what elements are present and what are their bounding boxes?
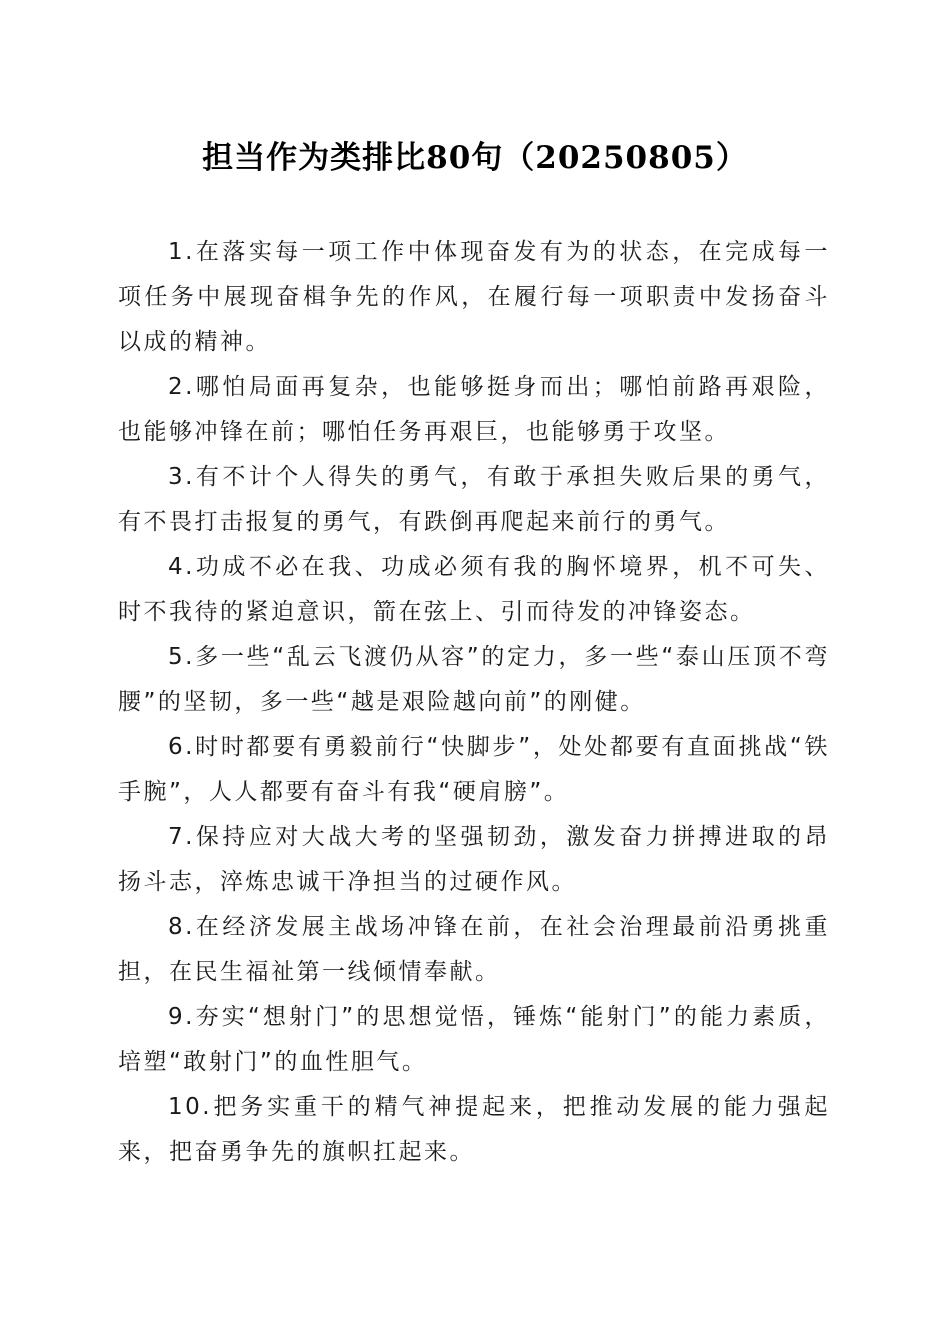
paragraph-9: 9.夯实“想射门”的思想觉悟，锤炼“能射门”的能力素质，培塑“敢射门”的血性胆气。 (118, 1004, 830, 1075)
paragraph-5: 5.多一些“乱云飞渡仍从容”的定力，多一些“泰山压顶不弯腰”的坚韧，多一些“越是艰险越向前”的刚健。 (118, 644, 830, 715)
paragraph-7: 7.保持应对大战大考的坚强韧劲，激发奋力拼搏进取的昂扬斗志，淬炼忠诚干净担当的过硬作风。 (118, 824, 830, 895)
paragraph-2: 2.哪怕局面再复杂，也能够挺身而出；哪怕前路再艰险，也能够冲锋在前；哪怕任务再艰巨，也能够勇于攻坚。 (118, 374, 830, 445)
paragraph-3: 3.有不计个人得失的勇气，有敢于承担失败后果的勇气，有不畏打击报复的勇气，有跌倒再爬起来前行的勇气。 (118, 464, 830, 535)
document-body (118, 230, 830, 1175)
paragraph-1: 1.在落实每一项工作中体现奋发有为的状态，在完成每一项任务中展现奋楫争先的作风，在履行每一项职责中发扬奋斗以成的精神。 (118, 239, 830, 355)
paragraph-4: 4.功成不必在我、功成必须有我的胸怀境界，机不可失、时不我待的紧迫意识，箭在弦上、引而待发的冲锋姿态。 (118, 554, 830, 625)
paragraph-6: 6.时时都要有勇毅前行“快脚步”，处处都要有直面挑战“铁手腕”，人人都要有奋斗有我“硬肩膀”。 (118, 734, 830, 805)
paragraph-8: 8.在经济发展主战场冲锋在前，在社会治理最前沿勇挑重担，在民生福祉第一线倾情奉献。 (118, 914, 830, 985)
document-title: 担当作为类排比80句（20250805） (202, 140, 748, 176)
paragraph-10: 10.把务实重干的精气神提起来，把推动发展的能力强起来，把奋勇争先的旗帜扛起来。 (118, 1094, 830, 1165)
